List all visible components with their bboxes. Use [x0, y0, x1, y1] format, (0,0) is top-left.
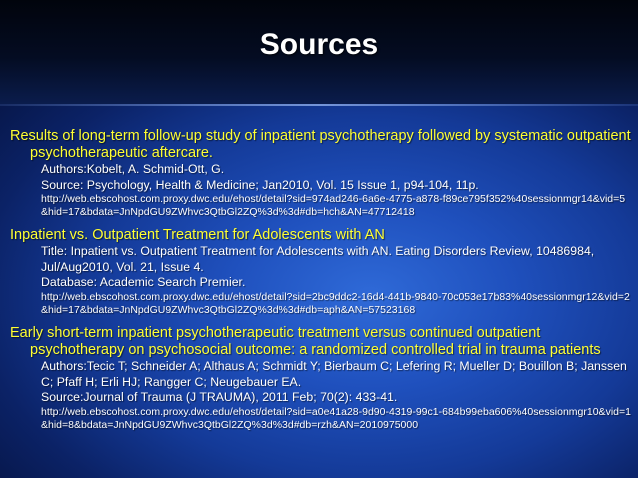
source-database: Database: Academic Search Premier. — [41, 275, 246, 290]
source-title: Title: Inpatient vs. Outpatient Treatment for Adolescents with AN. Eating Disorders Review, 10486984, Jul/Aug2010, Vol. 21, Issue 4. — [41, 244, 595, 274]
sources-list — [10, 128, 632, 440]
source-url: http://web.ebscohost.com.proxy.dwc.edu/ehost/detail?sid=a0e41a28-9d90-4319-99c1-684b99eba606%40sessionmgr10&vid=1&hid=8&bdata=JnNpdGU9ZWhvc3QtbGl2ZQ%3d%3d#db=rzh&AN=2010975000 — [41, 405, 631, 432]
source-authors: Authors:Tecic T; Schneider A; Althaus A; Schmidt Y; Bierbaum C; Lefering R; Mueller D; Bouillon B; Janssen C; Pfaff H; Erli HJ; Rangger C; Neugebauer EA. — [41, 359, 627, 389]
source-heading: Early short-term inpatient psychotherapeutic treatment versus continued outpatient psychotherapy on psychosocial outcome: a randomized controlled trial in trauma patients — [10, 325, 601, 359]
slide-title: Sources — [259, 28, 379, 61]
title-divider — [0, 104, 638, 106]
source-authors: Authors:Kobelt, A. Schmid-Ott, G. — [41, 162, 225, 176]
source-item — [10, 128, 632, 219]
source-heading: Inpatient vs. Outpatient Treatment for Adolescents with AN — [10, 227, 385, 244]
source-citation: Source: Psychology, Health & Medicine; Jan2010, Vol. 15 Issue 1, p94-104, 11p. — [41, 177, 479, 192]
source-item — [10, 227, 632, 317]
source-url: http://web.ebscohost.com.proxy.dwc.edu/ehost/detail?sid=974ad246-6a6e-4775-a878-f89ce795f352%40sessionmgr14&vid=5&hid=17&bdata=JnNpdGU9ZWhvc3QtbGl2ZQ%3d%3d#db=hch&AN=47712418 — [41, 193, 626, 219]
source-heading: Results of long-term follow-up study of inpatient psychotherapy followed by systematic outpatient psychotherapeutic aftercare. — [10, 128, 631, 161]
source-citation: Source:Journal of Trauma (J TRAUMA), 2011 Feb; 70(2): 433-41. — [41, 390, 398, 405]
source-url: http://web.ebscohost.com.proxy.dwc.edu/ehost/detail?sid=2bc9ddc2-16d4-441b-9840-70c053e17b83%40sessionmgr12&vid=2&hid=17&bdata=JnNpdGU9ZWhvc3QtbGl2ZQ%3d%3d#db=aph&AN=57523168 — [41, 290, 630, 317]
source-item — [10, 325, 632, 432]
